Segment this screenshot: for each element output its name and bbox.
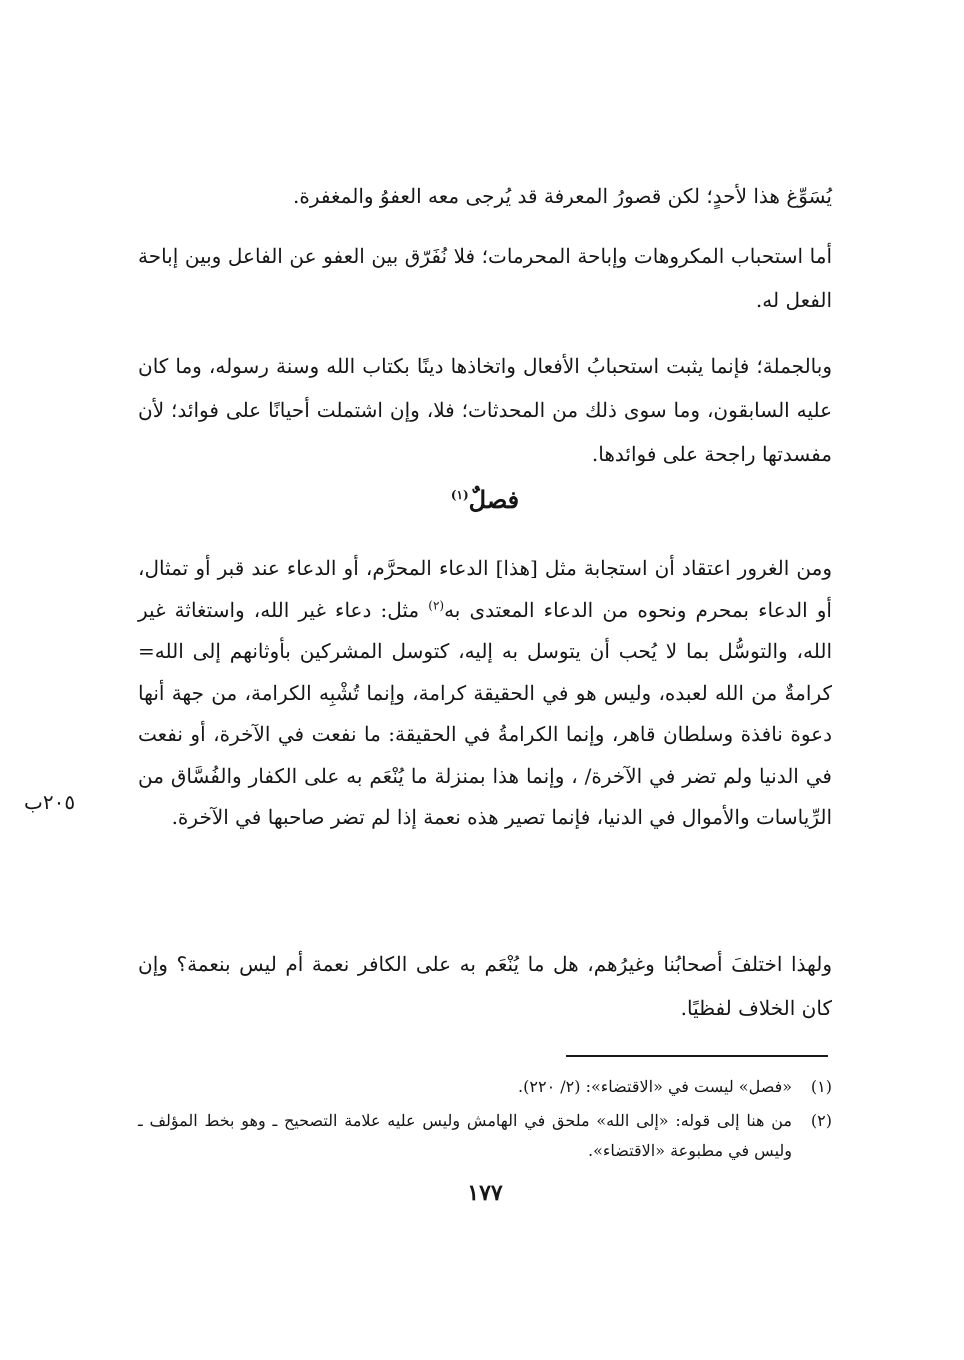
body-paragraph: يُسَوِّغ هذا لأحدٍ؛ لكن قصورُ المعرفة قد يُرجى معه العفوُ والمغفرة. bbox=[293, 184, 832, 208]
body-paragraph: أما استحباب المكروهات وإباحة المحرمات؛ فلا نُفَرّق بين العفو عن الفاعل وبين إباحة الفعل له. bbox=[138, 244, 832, 312]
paragraph-text: ومن الغرور اعتقاد أن استجابة مثل [هذا] الدعاء المحرَّم، أو الدعاء عند قبر أو تمثال، أو الدعاء بمحرم ونحوه من الدعاء المعتدى به bbox=[138, 556, 832, 622]
footnote bbox=[138, 1106, 832, 1166]
footnote-reference: (١) bbox=[450, 488, 469, 502]
footnote-number: (١) bbox=[810, 1077, 832, 1096]
page-number: ١٧٧ bbox=[467, 1180, 503, 1206]
manuscript-folio-marker: ٢٠٥ب bbox=[24, 790, 76, 814]
footnote-divider bbox=[566, 1055, 828, 1057]
body-paragraph bbox=[138, 548, 832, 839]
footnote-text: «فصل» ليست في «الاقتضاء»: (٢/ ٢٢٠). bbox=[518, 1077, 792, 1096]
footnote-number: (٢) bbox=[810, 1111, 832, 1130]
footnote bbox=[138, 1072, 832, 1102]
body-paragraph: وبالجملة؛ فإنما يثبت استحبابُ الأفعال واتخاذها دينًا بكتاب الله وسنة رسوله، وما كان عليه السابقون، وما سوى ذلك من المحدثات؛ فلا، وإن اشتملت أحيانًا على فوائد؛ لأن مفسدتها راجحة على فوائدها. bbox=[138, 354, 832, 466]
footnote-text: من هنا إلى قوله: «إلى الله» ملحق في الهامش وليس عليه علامة التصحيح ـ وهو بخط المؤلف ـ وليس في مطبوعة «الاقتضاء». bbox=[138, 1111, 792, 1160]
paragraph-text: مثل: دعاء غير الله، واستغاثة غير الله، والتوسُّل بما لا يُحب أن يتوسل به إليه، كتوسل المشركين بأوثانهم إلى الله= كرامةٌ من الله لعبده، وليس هو في الحقيقة كرامة، وإنما تُشْبِه الكرامة، من جهة أنها دعوة نافذة وسلطان قاهر، وإنما الكرامةُ في الحقيقة: ما نفعت في الآخرة، أو نفعت في الدنيا ولم تضر في الآخرة/ ، وإنما هذا بمنزلة ما يُنْعَم به على الكفار والفُسَّاق من الرِّياسات والأموال في الدنيا، فإنما تصير هذه نعمة إذا لم تضر صاحبها في الآخرة. bbox=[138, 597, 832, 829]
section-heading bbox=[138, 478, 832, 522]
footnotes bbox=[138, 1072, 832, 1170]
section-heading-text: فصلٌ bbox=[468, 485, 520, 514]
footnote-reference: (٢) bbox=[428, 597, 445, 612]
body-paragraph: ولهذا اختلفَ أصحابُنا وغيرُهم، هل ما يُنْعَم به على الكافر نعمة أم ليس بنعمة؟ وإن كان الخلاف لفظيًا. bbox=[138, 952, 832, 1020]
